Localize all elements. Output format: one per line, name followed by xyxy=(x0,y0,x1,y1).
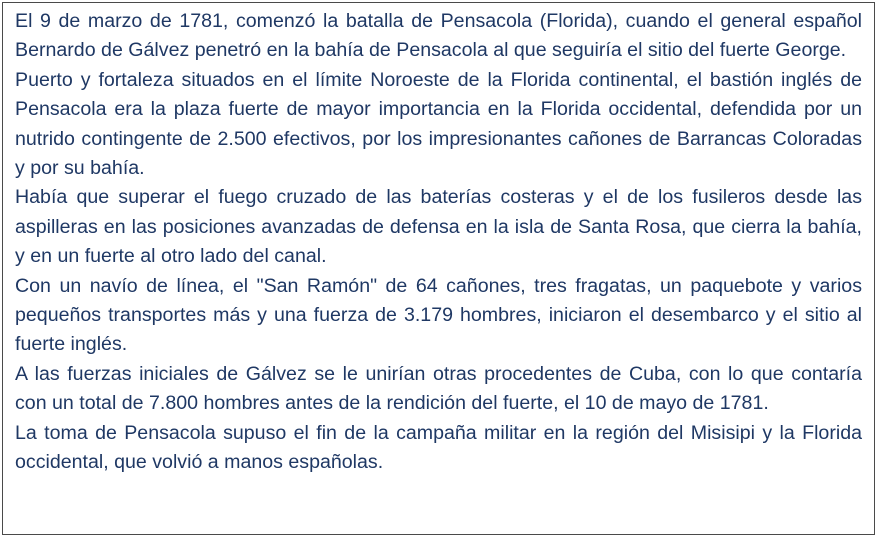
paragraph-3: Había que superar el fuego cruzado de las baterías costeras y el de los fusileros desde las aspilleras en las posiciones avanzadas de defensa en la isla de Santa Rosa, que cierra la bahía, y en un fuerte al otro lado del canal. xyxy=(15,186,862,268)
paragraph-4: Con un navío de línea, el "San Ramón" de 64 cañones, tres fragatas, un paquebote y varios pequeños transportes más y una fuerza de 3.179 hombres, iniciaron el desembarco y el sitio al fuerte inglés. xyxy=(15,274,862,356)
paragraph-5: A las fuerzas iniciales de Gálvez se le unirían otras procedentes de Cuba, con lo que contaría con un total de 7.800 hombres antes de la rendición del fuerte, el 10 de mayo de 1781. xyxy=(15,362,862,415)
text-box xyxy=(2,2,875,535)
paragraph-6: La toma de Pensacola supuso el fin de la campaña militar en la región del Misisipi y la Florida occidental, que volvió a manos españolas. xyxy=(15,421,862,474)
paragraph-1: El 9 de marzo de 1781, comenzó la batalla de Pensacola (Florida), cuando el general español Bernardo de Gálvez penetró en la bahía de Pensacola al que seguiría el sitio del fuerte George. xyxy=(15,10,862,62)
paragraph-2: Puerto y fortaleza situados en el límite Noroeste de la Florida continental, el bastión inglés de Pensacola era la plaza fuerte de mayor importancia en la Florida occidental, defendida por un nutrido contingente de 2.500 efectivos, por los impresionantes cañones de Barrancas Coloradas y por su bahía. xyxy=(15,68,862,180)
